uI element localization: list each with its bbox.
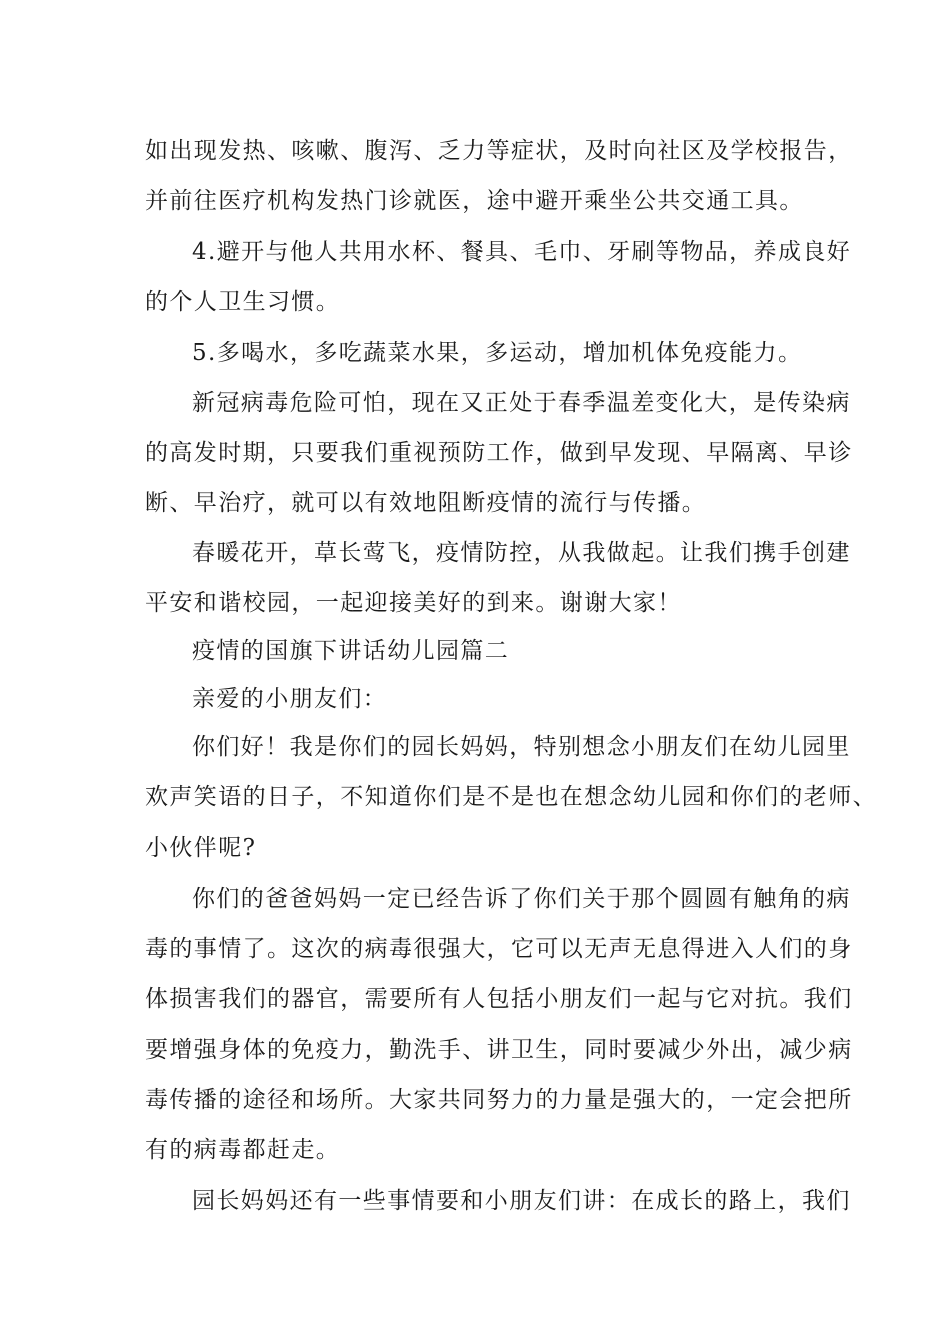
text-line: 毒传播的途径和场所。大家共同努力的力量是强大的，一定会把所 xyxy=(145,1087,853,1113)
text-line: 体损害我们的器官，需要所有人包括小朋友们一起与它对抗。我们 xyxy=(145,986,853,1012)
text-line: 春暖花开，草长莺飞，疫情防控，从我做起。让我们携手创建 xyxy=(192,540,851,566)
text-line: 欢声笑语的日子，不知道你们是不是也在想念幼儿园和你们的老师、 xyxy=(145,784,877,810)
text-line: 你们好！我是你们的园长妈妈，特别想念小朋友们在幼儿园里 xyxy=(192,734,851,760)
text-line: 5.多喝水，多吃蔬菜水果，多运动，增加机体免疫能力。 xyxy=(192,340,803,366)
text-line: 断、早治疗，就可以有效地阻断疫情的流行与传播。 xyxy=(145,490,707,516)
text-line: 如出现发热、咳嗽、腹泻、乏力等症状，及时向社区及学校报告， xyxy=(145,138,853,164)
text-line: 新冠病毒危险可怕，现在又正处于春季温差变化大，是传染病 xyxy=(192,390,851,416)
text-line: 要增强身体的免疫力，勤洗手、讲卫生，同时要减少外出，减少病 xyxy=(145,1037,853,1063)
text-line: 4.避开与他人共用水杯、餐具、毛巾、牙刷等物品，养成良好 xyxy=(192,239,852,265)
text-line: 你们的爸爸妈妈一定已经告诉了你们关于那个圆圆有触角的病 xyxy=(192,886,851,912)
text-line: 的高发时期，只要我们重视预防工作，做到早发现、早隔离、早诊 xyxy=(145,440,853,466)
section-heading: 疫情的国旗下讲话幼儿园篇二 xyxy=(192,638,510,664)
text-line: 平安和谐校园，一起迎接美好的到来。谢谢大家！ xyxy=(145,590,682,616)
text-line: 毒的事情了。这次的病毒很强大，它可以无声无息得进入人们的身 xyxy=(145,936,853,962)
salutation: 亲爱的小朋友们： xyxy=(192,686,388,712)
text-line: 并前往医疗机构发热门诊就医，途中避开乘坐公共交通工具。 xyxy=(145,188,804,214)
text-line: 小伙伴呢? xyxy=(145,835,257,861)
text-line: 园长妈妈还有一些事情要和小朋友们讲：在成长的路上，我们 xyxy=(192,1188,851,1214)
text-line: 的个人卫生习惯。 xyxy=(145,289,341,315)
text-line: 有的病毒都赶走。 xyxy=(145,1137,341,1163)
